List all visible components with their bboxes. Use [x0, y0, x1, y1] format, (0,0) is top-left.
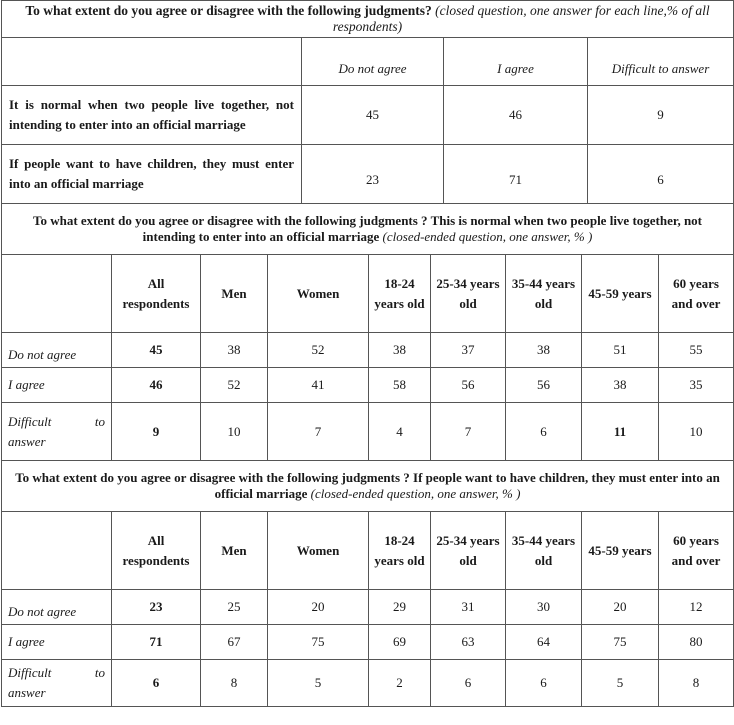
table-cell: 5 [268, 660, 369, 707]
col-18-24: 18-24 years old [369, 512, 431, 590]
table-cell: 6 [506, 403, 582, 461]
summary-title-note: (closed question, one answer for each line,% of all respondents) [332, 3, 710, 34]
children-title-text: To what extent do you agree or disagree with the following judgments ? If people want to have children, they must enter into an official marriage [15, 470, 720, 501]
table-cell: 8 [201, 660, 268, 707]
answer-word: answer [8, 685, 46, 700]
cohabitation-table-title [2, 204, 734, 255]
table-cell: 11 [582, 403, 659, 461]
table-cell: 8 [659, 660, 734, 707]
table-cell: 6 [112, 660, 201, 707]
col-all-respondents: All respondents [112, 512, 201, 590]
table-cell: 9 [112, 403, 201, 461]
row-label-i-agree: I agree [2, 625, 112, 660]
table-cell: 56 [506, 368, 582, 403]
table-cell: 29 [369, 590, 431, 625]
summary-cell: 23 [302, 145, 444, 204]
cohabitation-title-text: To what extent do you agree or disagree with the following judgments ? This is normal when two people live together, not intending to enter into an official marriage [32, 213, 703, 244]
children-table [1, 460, 734, 707]
table-cell: 38 [369, 333, 431, 368]
summary-col-i-agree: I agree [444, 38, 588, 86]
row-label-do-not-agree: Do not agree [2, 590, 112, 625]
table-cell: 51 [582, 333, 659, 368]
table-cell: 75 [268, 625, 369, 660]
table-cell: 12 [659, 590, 734, 625]
col-60-plus: 60 years and over [659, 512, 734, 590]
row-label-i-agree: I agree [2, 368, 112, 403]
table-cell: 45 [112, 333, 201, 368]
col-women: Women [268, 255, 369, 333]
summary-col-difficult: Difficult to answer [588, 38, 734, 86]
table-cell: 46 [112, 368, 201, 403]
table-cell: 31 [431, 590, 506, 625]
answer-word: answer [8, 433, 46, 449]
table-cell: 10 [659, 403, 734, 461]
table-cell: 23 [112, 590, 201, 625]
table-cell: 38 [506, 333, 582, 368]
table-cell: 58 [369, 368, 431, 403]
col-women: Women [268, 512, 369, 590]
table-cell: 38 [201, 333, 268, 368]
children-table-title [2, 461, 734, 512]
table-cell: 41 [268, 368, 369, 403]
summary-title-text: To what extent do you agree or disagree with the following judgments? [25, 3, 432, 18]
table-cell: 30 [506, 590, 582, 625]
table-cell: 2 [369, 660, 431, 707]
table-cell: 7 [268, 403, 369, 461]
summary-row-label: If people want to have children, they must enter into an official marriage [2, 145, 302, 204]
table-cell: 6 [506, 660, 582, 707]
table-cell: 20 [582, 590, 659, 625]
table-cell: 80 [659, 625, 734, 660]
summary-header-empty [2, 38, 302, 86]
col-18-24: 18-24 years old [369, 255, 431, 333]
col-all-respondents: All respondents [112, 255, 201, 333]
col-25-34: 25-34 years old [431, 255, 506, 333]
summary-cell: 9 [588, 86, 734, 145]
children-header-empty [2, 512, 112, 590]
table-cell: 71 [112, 625, 201, 660]
summary-table-title [2, 1, 734, 38]
table-cell: 7 [431, 403, 506, 461]
col-45-59: 45-59 years [582, 255, 659, 333]
row-label-difficult [2, 660, 112, 707]
table-cell: 35 [659, 368, 734, 403]
cohabitation-table [1, 203, 734, 461]
table-cell: 5 [582, 660, 659, 707]
difficult-word: Difficult [8, 665, 52, 680]
row-label-do-not-agree: Do not agree [2, 333, 112, 368]
summary-cell: 46 [444, 86, 588, 145]
summary-cell: 6 [588, 145, 734, 204]
summary-cell: 71 [444, 145, 588, 204]
table-cell: 6 [431, 660, 506, 707]
summary-row-label: It is normal when two people live together, not intending to enter into an official marriage [2, 86, 302, 145]
table-cell: 10 [201, 403, 268, 461]
table-cell: 20 [268, 590, 369, 625]
cohabitation-header-empty [2, 255, 112, 333]
table-cell: 67 [201, 625, 268, 660]
table-cell: 52 [201, 368, 268, 403]
table-cell: 55 [659, 333, 734, 368]
difficult-word: Difficult [8, 413, 52, 429]
table-cell: 52 [268, 333, 369, 368]
col-25-34: 25-34 years old [431, 512, 506, 590]
to-word: to [94, 413, 105, 429]
col-men: Men [201, 512, 268, 590]
table-cell: 75 [582, 625, 659, 660]
children-title-note: (closed-ended question, one answer, % ) [310, 486, 521, 501]
summary-cell: 45 [302, 86, 444, 145]
table-cell: 25 [201, 590, 268, 625]
col-men: Men [201, 255, 268, 333]
cohabitation-title-note: (closed-ended question, one answer, % ) [382, 229, 593, 244]
table-cell: 69 [369, 625, 431, 660]
summary-table [1, 0, 734, 204]
row-label-difficult [2, 403, 112, 461]
table-cell: 37 [431, 333, 506, 368]
table-cell: 64 [506, 625, 582, 660]
to-word: to [94, 665, 105, 680]
table-cell: 63 [431, 625, 506, 660]
col-35-44: 35-44 years old [506, 255, 582, 333]
col-60-plus: 60 years and over [659, 255, 734, 333]
col-45-59: 45-59 years [582, 512, 659, 590]
col-35-44: 35-44 years old [506, 512, 582, 590]
table-cell: 38 [582, 368, 659, 403]
table-cell: 56 [431, 368, 506, 403]
table-cell: 4 [369, 403, 431, 461]
summary-col-do-not-agree: Do not agree [302, 38, 444, 86]
